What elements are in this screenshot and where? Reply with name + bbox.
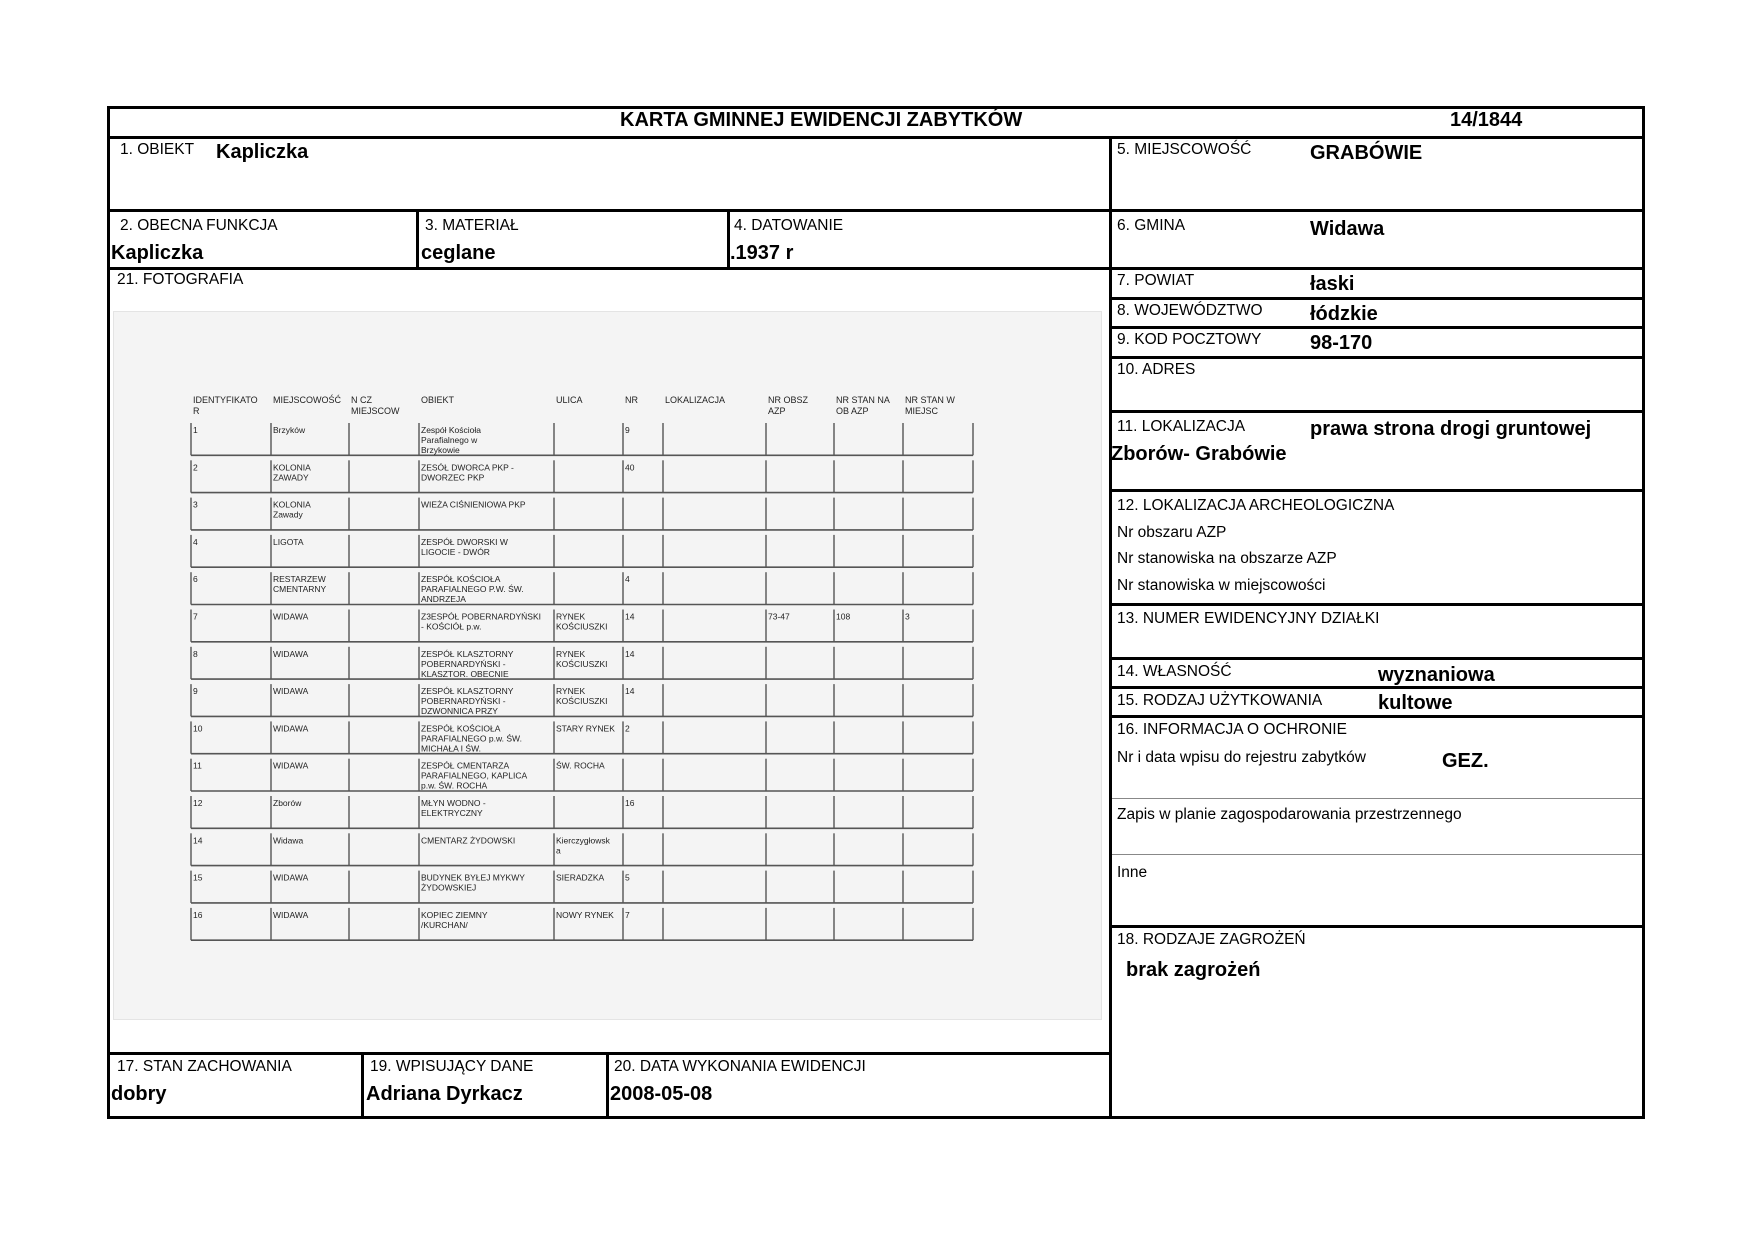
gmina-value: Widawa [1310, 218, 1385, 240]
photo-table-cell: - KOŚCIÓŁ p.w. [421, 621, 482, 632]
photo-table-header: NR STAN NA [836, 395, 890, 405]
photo-table-header: OB AZP [836, 406, 869, 416]
photo-table-cell: PARAFIALNEGO P.W. ŚW. [421, 584, 524, 595]
photo-table-header: ULICA [556, 395, 583, 405]
photo-table-cell: Zespół Kościoła [421, 425, 482, 435]
obiekt-label: 1. OBIEKT [120, 141, 195, 158]
photo-table-cell: POBERNARDYŃSKI - [421, 696, 506, 707]
material-label: 3. MATERIAŁ [425, 217, 519, 234]
photo-table-cell: CMENTARNY [273, 584, 327, 595]
photo-table-cell: PARAFIALNEGO p.w. ŚW. [421, 733, 522, 744]
photo-table-cell: 16 [625, 798, 635, 808]
photo-table-cell: 6 [193, 574, 198, 585]
photo-table-cell: RYNEK [556, 686, 586, 697]
photo-table-cell: WIDAWA [273, 648, 309, 659]
card-number: 14/1844 [1450, 109, 1523, 131]
photo-table-cell: Z3ESPÓŁ POBERNARDYŃSKI [421, 611, 541, 622]
photo-table-cell: DWORZEC PKP [421, 472, 485, 483]
photo-table-cell: 16 [193, 909, 203, 920]
photo-table-cell: RYNEK [556, 611, 586, 622]
lokalizacja-value-2: Zborów- Grabówie [1111, 443, 1287, 465]
photo-table-header: NR [625, 395, 638, 405]
photo-table-cell: KOLONIA [273, 499, 311, 510]
ochrona-divider-2 [1112, 854, 1642, 855]
photo-table-cell: SIERADZKA [556, 872, 605, 883]
wojewodztwo-value: łódzkie [1310, 303, 1378, 325]
photo-table-cell: 10 [193, 723, 203, 734]
zagrozenia-value: brak zagrożeń [1126, 959, 1261, 981]
photo-table-cell: 4 [625, 574, 630, 585]
photo-table-cell: ELEKTRYCZNY [421, 808, 483, 818]
photo-table-header: AZP [768, 406, 786, 416]
photo-table-cell: WIDAWA [273, 909, 309, 920]
photo-table-cell: DZWONNICA PRZY [421, 706, 498, 717]
uzytkowanie-label: 15. RODZAJ UŻYTKOWANIA [1117, 692, 1323, 709]
dzialka-label: 13. NUMER EWIDENCYJNY DZIAŁKI [1117, 610, 1380, 627]
photo-table-header: N CZ [351, 395, 372, 405]
powiat-label: 7. POWIAT [1117, 272, 1195, 289]
photo-table-cell: MICHAŁA I ŚW. [421, 743, 481, 754]
photo-table-cell: 7 [193, 611, 198, 622]
photo-table-cell: WIDAWA [273, 760, 309, 771]
archeo-label: 12. LOKALIZACJA ARCHEOLOGICZNA [1117, 497, 1395, 514]
archeo-line-2: Nr stanowiska na obszarze AZP [1117, 550, 1337, 567]
photo-table-cell: BUDYNEK BYŁEJ MYKWY [421, 872, 525, 883]
photo-table-cell: PARAFIALNEGO, KAPLICA [421, 770, 528, 781]
photo-table-cell: 73-47 [768, 611, 790, 622]
photo-table-cell: NOWY RYNEK [556, 909, 614, 920]
photo-table-cell: KOŚCIUSZKI [556, 658, 608, 669]
photo-table-cell: 8 [193, 648, 198, 659]
powiat-value: łaski [1310, 273, 1355, 295]
miejscowosc-label: 5. MIEJSCOWOŚĆ [1117, 141, 1252, 158]
photo-table-cell: ZAWADY [273, 472, 309, 483]
photo-table-cell: 7 [625, 909, 630, 920]
ochrona-inne-label: Inne [1117, 864, 1148, 881]
fotografia-label: 21. FOTOGRAFIA [117, 271, 244, 288]
wlasnosc-label: 14. WŁASNOŚĆ [1117, 663, 1232, 680]
photo-table-cell: 14 [193, 835, 203, 846]
photo-table-cell: ZESPÓŁ KOŚCIOŁA [421, 574, 501, 585]
photo-table-header: MIEJSCOWOŚĆ [273, 395, 342, 405]
photo-table-cell: ZESPÓŁ KLASZTORNY [421, 686, 514, 697]
photo-table-cell: 14 [625, 686, 635, 697]
wpisujacy-label: 19. WPISUJĄCY DANE [370, 1058, 534, 1075]
photo-table-cell: CMENTARZ ŻYDOWSKI [421, 835, 516, 846]
photo-table-cell: ŚW. ROCHA [556, 760, 605, 771]
photo-table-cell: a [556, 845, 561, 856]
scanned-table-photo [113, 311, 1102, 1020]
photo-table-cell: p.w. ŚW. ROCHA [421, 780, 488, 791]
ochrona-rejestr-value: GEZ. [1442, 750, 1489, 772]
photo-table-cell: 9 [625, 425, 630, 435]
photo-table-cell: Widawa [273, 835, 304, 846]
photo-table-cell: KOLONIA [273, 462, 311, 473]
photo-table-header: LOKALIZACJA [665, 395, 726, 405]
kod-label: 9. KOD POCZTOWY [1117, 331, 1262, 348]
archeo-line-1: Nr obszaru AZP [1117, 524, 1227, 541]
photo-table-cell: 3 [905, 611, 910, 622]
photo-table-cell: KOŚCIUSZKI [556, 621, 608, 632]
photo-table-header: MIEJSC [905, 406, 939, 416]
photo-table-cell: 4 [193, 536, 198, 547]
data-label: 20. DATA WYKONANIA EWIDENCJI [614, 1058, 866, 1075]
photo-table-cell: 12 [193, 798, 203, 808]
card-title: KARTA GMINNEJ EWIDENCJI ZABYTKÓW [620, 109, 1023, 131]
funkcja-label: 2. OBECNA FUNKCJA [120, 217, 278, 234]
obiekt-value: Kapliczka [216, 141, 309, 163]
ochrona-rejestr-label: Nr i data wpisu do rejestru zabytków [1117, 749, 1366, 766]
datowanie-value: .1937 r [730, 242, 794, 264]
photo-table-cell: RESTARZEW [273, 574, 326, 585]
photo-table-cell: ŻYDOWSKIEJ [421, 882, 477, 893]
kod-value: 98-170 [1310, 332, 1373, 354]
photo-table-cell: WIDAWA [273, 611, 309, 622]
miejscowosc-value: GRABÓWIE [1310, 142, 1423, 164]
photo-table-header: IDENTYFIKATO [193, 395, 258, 405]
photo-table-cell: 108 [836, 611, 851, 622]
photo-table-cell: 5 [625, 872, 630, 883]
photo-table-header: MIEJSCOW [351, 406, 400, 416]
photo-table-cell: Zborów [273, 798, 302, 808]
gmina-label: 6. GMINA [1117, 217, 1186, 234]
archeo-line-3: Nr stanowiska w miejscowości [1117, 577, 1326, 594]
photo-table-cell: WIDAWA [273, 686, 309, 697]
photo-table-cell: STARY RYNEK [556, 723, 615, 734]
zagrozenia-label: 18. RODZAJE ZAGROŻEŃ [1117, 931, 1306, 948]
photo-table-cell: ZESPÓŁ CMENTARZA [421, 760, 510, 771]
photo-table-cell: MŁYN WODNO - [421, 798, 486, 808]
ochrona-label: 16. INFORMACJA O OCHRONIE [1117, 721, 1347, 738]
photo-table-cell: WIEŻA CIŚNIENIOWA PKP [421, 499, 526, 510]
photo-table-cell: WIDAWA [273, 723, 309, 734]
photo-table-header: OBIEKT [421, 395, 455, 405]
photo-table-cell: POBERNARDYŃSKI - [421, 658, 506, 669]
photo-table-cell: Brzykowie [421, 445, 460, 455]
photo-table-cell: LIGOTA [273, 536, 304, 547]
photo-table-cell: WIDAWA [273, 872, 309, 883]
zagrozenia-box [1109, 925, 1645, 1119]
photo-table-cell: /KURCHAN/ [421, 919, 468, 930]
funkcja-value: Kapliczka [111, 242, 204, 264]
stan-value: dobry [111, 1083, 167, 1105]
photo-table-cell: 2 [193, 462, 198, 473]
photo-table-cell: 2 [625, 723, 630, 734]
material-value: ceglane [421, 242, 496, 264]
photo-table-cell: ZESÓŁ DWORCA PKP - [421, 462, 514, 473]
photo-table-cell: Parafialnego w [421, 435, 478, 445]
lokalizacja-value-1: prawa strona drogi gruntowej [1310, 418, 1592, 440]
photo-table-cell: ZESPÓŁ KOŚCIOŁA [421, 723, 501, 734]
data-value: 2008-05-08 [610, 1083, 713, 1105]
ochrona-plan-label: Zapis w planie zagospodarowania przestrzennego [1117, 806, 1462, 823]
photo-table-cell: 15 [193, 872, 203, 883]
datowanie-label: 4. DATOWANIE [734, 217, 844, 234]
photo-table-cell: Kierczygłowsk [556, 835, 610, 846]
wlasnosc-value: wyznaniowa [1378, 664, 1495, 686]
photo-table-cell: KOŚCIUSZKI [556, 696, 608, 707]
photo-table-cell: 14 [625, 611, 635, 622]
photo-table-cell: ZESPÓŁ KLASZTORNY [421, 648, 514, 659]
photo-table-cell: LIGOCIE - DWÓR [421, 546, 490, 557]
photo-table-cell: 14 [625, 648, 635, 659]
photo-table-header: R [193, 406, 200, 416]
photo-table-cell: 40 [625, 462, 635, 473]
photo-table-cell: Zawady [273, 509, 303, 520]
adres-label: 10. ADRES [1117, 361, 1196, 378]
photo-table-cell: ZESPÓŁ DWORSKI W [421, 536, 508, 547]
photo-table-cell: 1 [193, 425, 198, 435]
photo-table-cell: KLASZTOR. OBECNIE [421, 668, 509, 679]
photo-table-header: NR STAN W [905, 395, 955, 405]
photo-table-cell: ANDRZEJA [421, 594, 466, 605]
ochrona-divider-1 [1112, 798, 1642, 799]
uzytkowanie-value: kultowe [1378, 692, 1453, 714]
photo-table-cell: 9 [193, 686, 198, 697]
wojewodztwo-label: 8. WOJEWÓDZTWO [1117, 302, 1263, 319]
photo-table-cell: 11 [193, 760, 202, 771]
photo-table-cell: Brzyków [273, 425, 306, 435]
photo-table-cell: RYNEK [556, 648, 586, 659]
photo-table-header: NR OBSZ [768, 395, 809, 405]
photo-table-cell: 3 [193, 499, 198, 510]
photo-table-cell: KOPIEC ZIEMNY [421, 909, 488, 920]
lokalizacja-label: 11. LOKALIZACJA [1117, 418, 1246, 435]
wpisujacy-value: Adriana Dyrkacz [366, 1083, 523, 1105]
stan-label: 17. STAN ZACHOWANIA [117, 1058, 292, 1075]
